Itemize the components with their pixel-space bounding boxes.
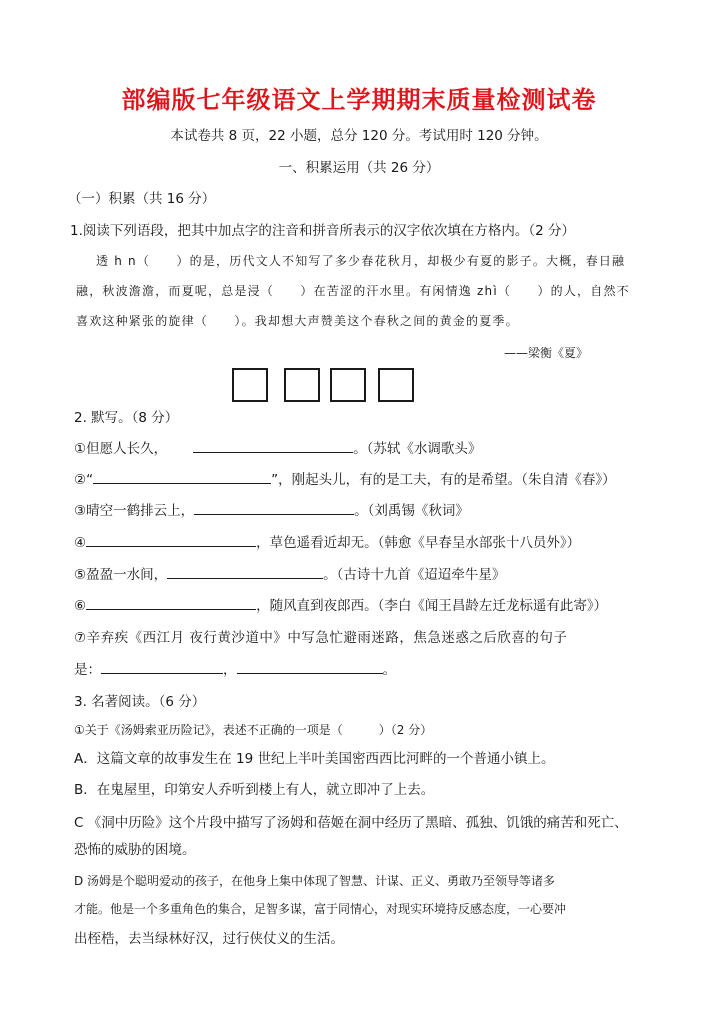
q2-item-text: 是： — [74, 662, 101, 678]
q2-item — [74, 658, 396, 678]
fill-blank[interactable] — [167, 564, 323, 579]
q3-option-d-cont: 出桎梏，去当绿林好汉，过行侠仗义的生活。 — [74, 931, 344, 947]
q2-item-text: ⑤盈盈一水间， — [74, 567, 168, 583]
q3-option-c: C 《洞中历险》这个片段中描写了汤姆和蓓姬在洞中经历了黑暗、孤独、饥饿的痛苦和死亡、 — [74, 815, 628, 831]
q3-option-b: B．在鬼屋里，印第安人乔听到楼上有人，就立即冲了上去。 — [74, 782, 435, 798]
q2-item — [74, 499, 469, 519]
q2-item-text: ，草色遥看近却无。（韩愈《早春呈水部张十八员外》） — [256, 535, 581, 551]
fill-blank[interactable] — [86, 595, 256, 610]
q2-item — [74, 531, 580, 551]
q3-stem: 3. 名著阅读。（6 分） — [74, 694, 206, 710]
answer-box[interactable] — [284, 368, 320, 402]
q1-passage-line: 透 h n（ ）的是，历代文人不知写了多少春花秋月，却极少有夏的影子。大概，春日融 — [96, 254, 626, 268]
q2-item-text: 。（苏轼《水调歌头》 — [353, 441, 482, 457]
fill-blank[interactable] — [101, 659, 223, 674]
q3-option-d: D 汤姆是个聪明爱动的孩子，在他身上集中体现了智慧、计谋、正义、勇敢乃至领导等诸多 — [74, 874, 556, 888]
q3-subquestion: ①关于《汤姆索亚历险记》，表述不正确的一项是（ ）（2 分） — [74, 723, 433, 737]
page-title: 部编版七年级语文上学期期末质量检测试卷 — [121, 85, 597, 114]
fill-blank[interactable] — [86, 532, 256, 547]
q2-item-text: ”，刚起头儿，有的是工夫，有的是希望。（朱自清《春》） — [271, 472, 616, 488]
q2-item-text: ③晴空一鹤排云上， — [74, 503, 195, 519]
q2-item — [74, 594, 607, 614]
q3-option-c-cont: 恐怖的威胁的困境。 — [74, 842, 196, 858]
answer-box[interactable] — [232, 368, 268, 402]
q1-passage-line: 融，秋波澹澹，而夏呢，总是浸（ ）在苦涩的汗水里。有闲情逸 zhì（ ）的人，自然不 — [76, 284, 630, 298]
q2-item: ⑦辛弃疾《西江月 夜行黄沙道中》中写急忙避雨迷路，焦急迷惑之后欣喜的句子 — [74, 630, 568, 646]
q2-item-text: 。 — [382, 662, 396, 678]
q2-item-text: 。（刘禹锡《秋词》 — [354, 503, 469, 519]
q2-item-text: ，随风直到夜郎西。（李白《闻王昌龄左迁龙标遥有此寄》） — [256, 598, 608, 614]
q3-option-d-cont: 才能。他是一个多重角色的集合，足智多谋，富于同情心，对现实环境持反感态度，一心要冲 — [74, 902, 567, 916]
q2-stem: 2. 默写。（8 分） — [74, 410, 179, 426]
q2-item-text: ④ — [74, 535, 87, 551]
q3-option-a: A．这篇文章的故事发生在 19 世纪上半叶美国密西西比河畔的一个普通小镇上。 — [74, 751, 555, 767]
answer-box[interactable] — [330, 368, 366, 402]
q2-item-text: ②“ — [74, 472, 94, 488]
q1-stem: 1.阅读下列语段，把其中加点字的注音和拼音所表示的汉字依次填在方格内。（2 分） — [70, 223, 576, 239]
q2-item-text: ⑥ — [74, 598, 87, 614]
q2-item — [74, 437, 481, 457]
section-heading: 一、积累运用（共 26 分） — [278, 160, 440, 176]
fill-blank[interactable] — [237, 659, 383, 674]
fill-blank[interactable] — [194, 500, 354, 515]
q1-source: ——梁衡《夏》 — [504, 346, 589, 360]
subsection-heading: （一）积累（共 16 分） — [68, 191, 216, 207]
q2-item — [74, 468, 616, 488]
exam-intro: 本试卷共 8 页，22 小题，总分 120 分。考试用时 120 分钟。 — [170, 128, 548, 144]
q2-item-text: ， — [223, 662, 237, 678]
answer-box[interactable] — [378, 368, 414, 402]
q2-item-text: ①但愿人长久， — [74, 441, 168, 457]
q2-item — [74, 563, 505, 583]
q1-passage-line: 喜欢这种紧张的旋律（ ）。我却想大声赞美这个春秋之间的黄金的夏季。 — [76, 314, 519, 328]
fill-blank[interactable] — [193, 438, 353, 453]
fill-blank[interactable] — [93, 469, 271, 484]
q2-item-text: 。（古诗十九首《迢迢牵牛星》 — [323, 567, 506, 583]
